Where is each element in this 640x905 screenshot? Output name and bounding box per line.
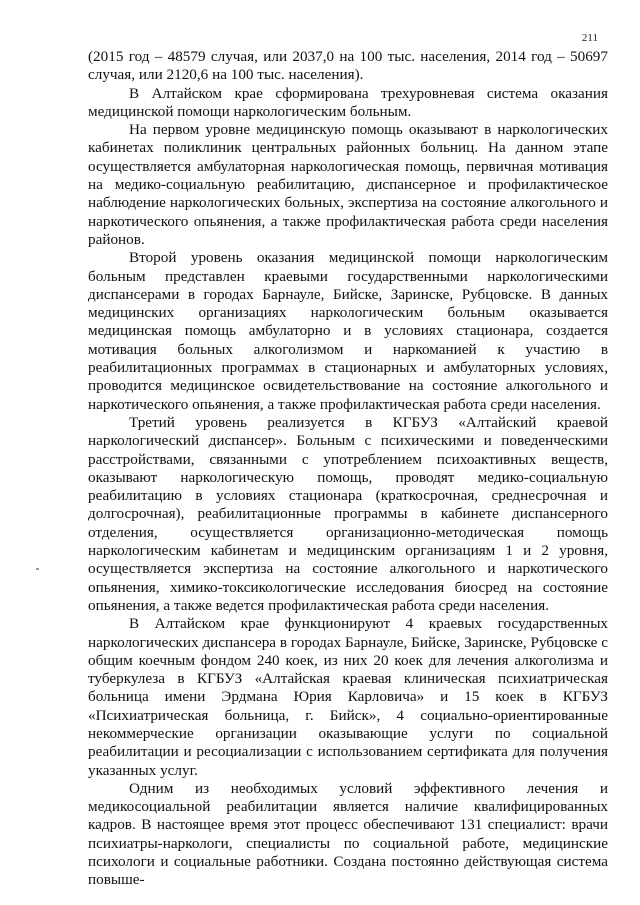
paragraph-continuation: (2015 год – 48579 случая, или 2037,0 на 100 тыс. населения, 2014 год – 50697 случая, или 2120,6 на 100 тыс. населения). xyxy=(88,48,608,84)
document-body xyxy=(88,48,608,890)
paragraph-second-level: Второй уровень оказания медицинской помощи наркологическим больным представлен краевыми государственными наркологическими диспансерами в городах Барнауле, Бийске, Заринске, Рубцовске. В данных медицинских организациях наркологическим больным оказывается медицинская помощь амбулаторно и в условиях стационара, создается мотивация больных алкоголизмом и наркоманией к участию в реабилитационных программах в стационарных и амбулаторных условиях, проводится медицинское освидетельствование на состояние алкогольного и наркотического опьянения, а также профилактическая работа среди населения. xyxy=(88,249,608,413)
paragraph-three-level-system: В Алтайском крае сформирована трехуровневая система оказания медицинской помощи наркологическим больным. xyxy=(88,84,608,120)
paragraph-dispensaries: В Алтайском крае функционируют 4 краевых государственных наркологических диспансера в городах Барнауле, Бийске, Заринске, Рубцовске с общим коечным фондом 240 коек, из них 20 коек для лечения алкоголизма и туберкулеза в КГБУЗ «Алтайская краевая клиническая психиатрическая больница имени Эрдмана Юрия Карловича» и 15 коек в КГБУЗ «Психиатрическая больница, г. Бийск», 4 социально-ориентированные некоммерческие организации оказывающие услуги по социальной реабилитации и ресоциализации с использованием сертификата для получения указанных услуг. xyxy=(88,615,608,779)
paragraph-first-level: На первом уровне медицинскую помощь оказывают в наркологических кабинетах поликлиник центральных районных больниц. На данном этапе осуществляется амбулаторная наркологическая помощь, первичная мотивация на медико-социальную реабилитацию, диспансерное и профилактическое наблюдение наркологических больных, экспертиза на состояние алкогольного и наркотического опьянения, а также профилактическая работа среди населения районов. xyxy=(88,121,608,248)
paragraph-staff: Одним из необходимых условий эффективного лечения и медикосоциальной реабилитации является наличие квалифицированных кадров. В настоящее время этот процесс обеспечивают 131 специалист: врачи психиатры-наркологи, специалисты по социальной работе, медицинские психологи и социальные работники. Создана постоянно действующая система повыше- xyxy=(88,779,608,889)
paragraph-third-level: Третий уровень реализуется в КГБУЗ «Алтайский краевой наркологический диспансер». Больным с психическими и поведенческими расстройствами, связанными с употреблением психоактивных веществ, оказывают наркологическую помощь, проводят медико-социальную реабилитацию в условиях стационара (краткосрочная, среднесрочная и долгосрочная), реабилитационные программы в кабинете диспансерного отделения, осуществляется организационно-методическая помощь наркологическим кабинетам и медицинским организациям 1 и 2 уровня, осуществляется экспертиза на состояние алкогольного и наркотического опьянения, химико-токсикологические исследования биосред на состояние опьянения, а также ведется профилактическая работа среди населения. xyxy=(88,413,608,614)
margin-mark xyxy=(36,568,39,570)
page-number: 211 xyxy=(581,32,598,44)
